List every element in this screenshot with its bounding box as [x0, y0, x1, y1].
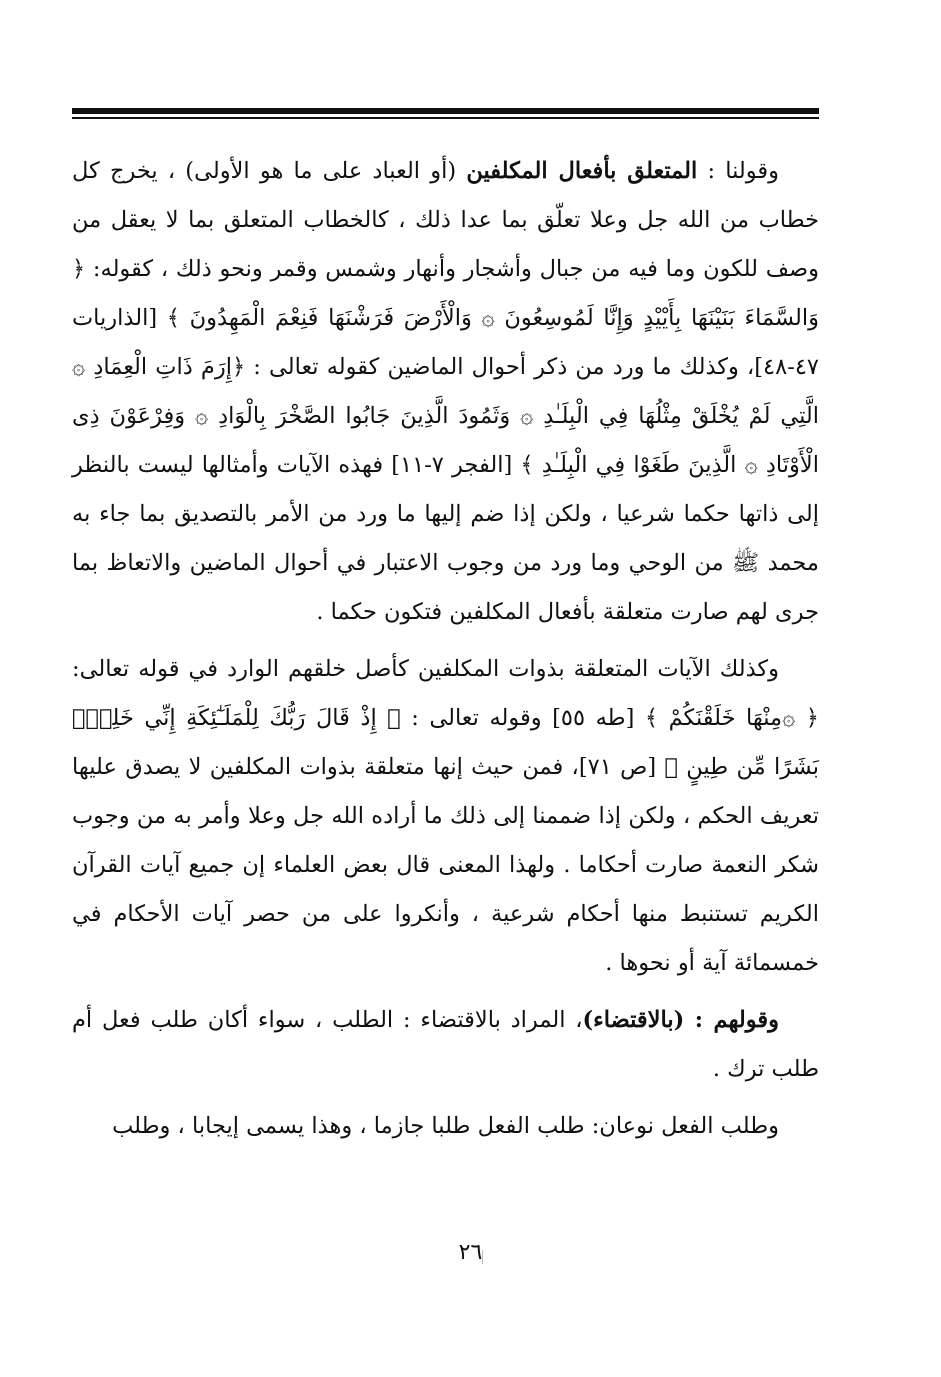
paragraph-1-highlight: المتعلق بأفعال المكلفين [466, 158, 698, 184]
paragraph-1-text: (أو العباد على ما هو الأولى) ، يخرج كل خطاب من الله جل وعلا تعلّق بما عدا ذلك ، كالخطاب المتعلق بما لا يعقل من وصف للكون وما فيه من جبال وأشجار وأنهار وشمس وقمر ونحو ذلك ، كقوله: ﴿ وَالسَّمَاءَ بَنَيْنَهَا بِأَيْيْدٍ وَإِنَّا لَمُوسِعُونَ ۞ وَالْأَرْضَ فَرَشْنَهَا فَنِعْمَ الْمَهِدُونَ ﴾ [الذاريات ٤٧-٤٨]، وكذلك ما ورد من ذكر أحوال الماضين كقوله تعالى : ﴿إِرَمَ ذَاتِ الْعِمَادِ ۞ الَّتِي لَمْ يُخْلَقْ مِثْلُهَا فِي الْبِلَـٰدِ ۞ وَثَمُودَ الَّذِينَ جَابُوا الصَّخْرَ بِالْوَادِ ۞ وَفِرْعَوْنَ ذِى الْأَوْتَادِ ۞ الَّذِينَ طَغَوْا فِي الْبِلَـٰدِ ﴾ [الفجر ٧-١١] فهذه الآيات وأمثالها ليست بالنظر إلى ذاتها حكما شرعيا ، ولكن إذا ضم إليها ما ورد من الأمر بالتصديق بما جاء به محمد ﷺ من الوحي وما ورد من وجوب الاعتبار في أحوال الماضين والاتعاظ بما جرى لهم صارت متعلقة بأفعال المكلفين فتكون حكما . [72, 158, 819, 625]
paragraph-1 [72, 147, 819, 637]
header-rule-thick [72, 108, 819, 114]
paragraph-4 [72, 1102, 819, 1151]
gutter-mark [482, 1250, 483, 1264]
paragraph-3-text: ، المراد بالاقتضاء : الطلب ، سواء أكان طلب فعل أم طلب ترك . [72, 1007, 819, 1082]
body-text [72, 147, 819, 1151]
header-rule-thin [72, 117, 819, 119]
paragraph-2-text: وكذلك الآيات المتعلقة بذوات المكلفين كأصل خلقهم الوارد في قوله تعالى: ﴿ ۞مِنْهَا خَلَقْنَكُمْ ﴾ [طه ٥٥] وقوله تعالى : ﴿ إِذْ قَالَ رَبُّكَ لِلْمَلَـٰٓئِكَةِ إِنِّي خَلِقٌۢ بَشَرًا مِّن طِينٍ ﴾ [ص ٧١]، فمن حيث إنها متعلقة بذوات المكلفين لا يصدق عليها تعريف الحكم ، ولكن إذا ضممنا إلى ذلك ما أراده الله جل وعلا وأمر به من وجوب شكر النعمة صارت أحكاما . ولهذا المعنى قال بعض العلماء إن جميع آيات القرآن الكريم تستنبط منها أحكام شرعية ، وأنكروا على من حصر آيات الأحكام في خمسمائة آية أو نحوها . [72, 656, 820, 976]
paragraph-4-text: وطلب الفعل نوعان: طلب الفعل طلبا جازما ، وهذا يسمى إيجابا ، وطلب [112, 1113, 779, 1139]
paragraph-2 [72, 645, 819, 988]
paragraph-1-lead: وقولنا : [697, 158, 779, 184]
paragraph-3-highlight: وقولهم : (بالاقتضاء) [582, 1007, 780, 1033]
page-number: ٢٦ [458, 1240, 483, 1265]
paragraph-3 [72, 996, 819, 1094]
